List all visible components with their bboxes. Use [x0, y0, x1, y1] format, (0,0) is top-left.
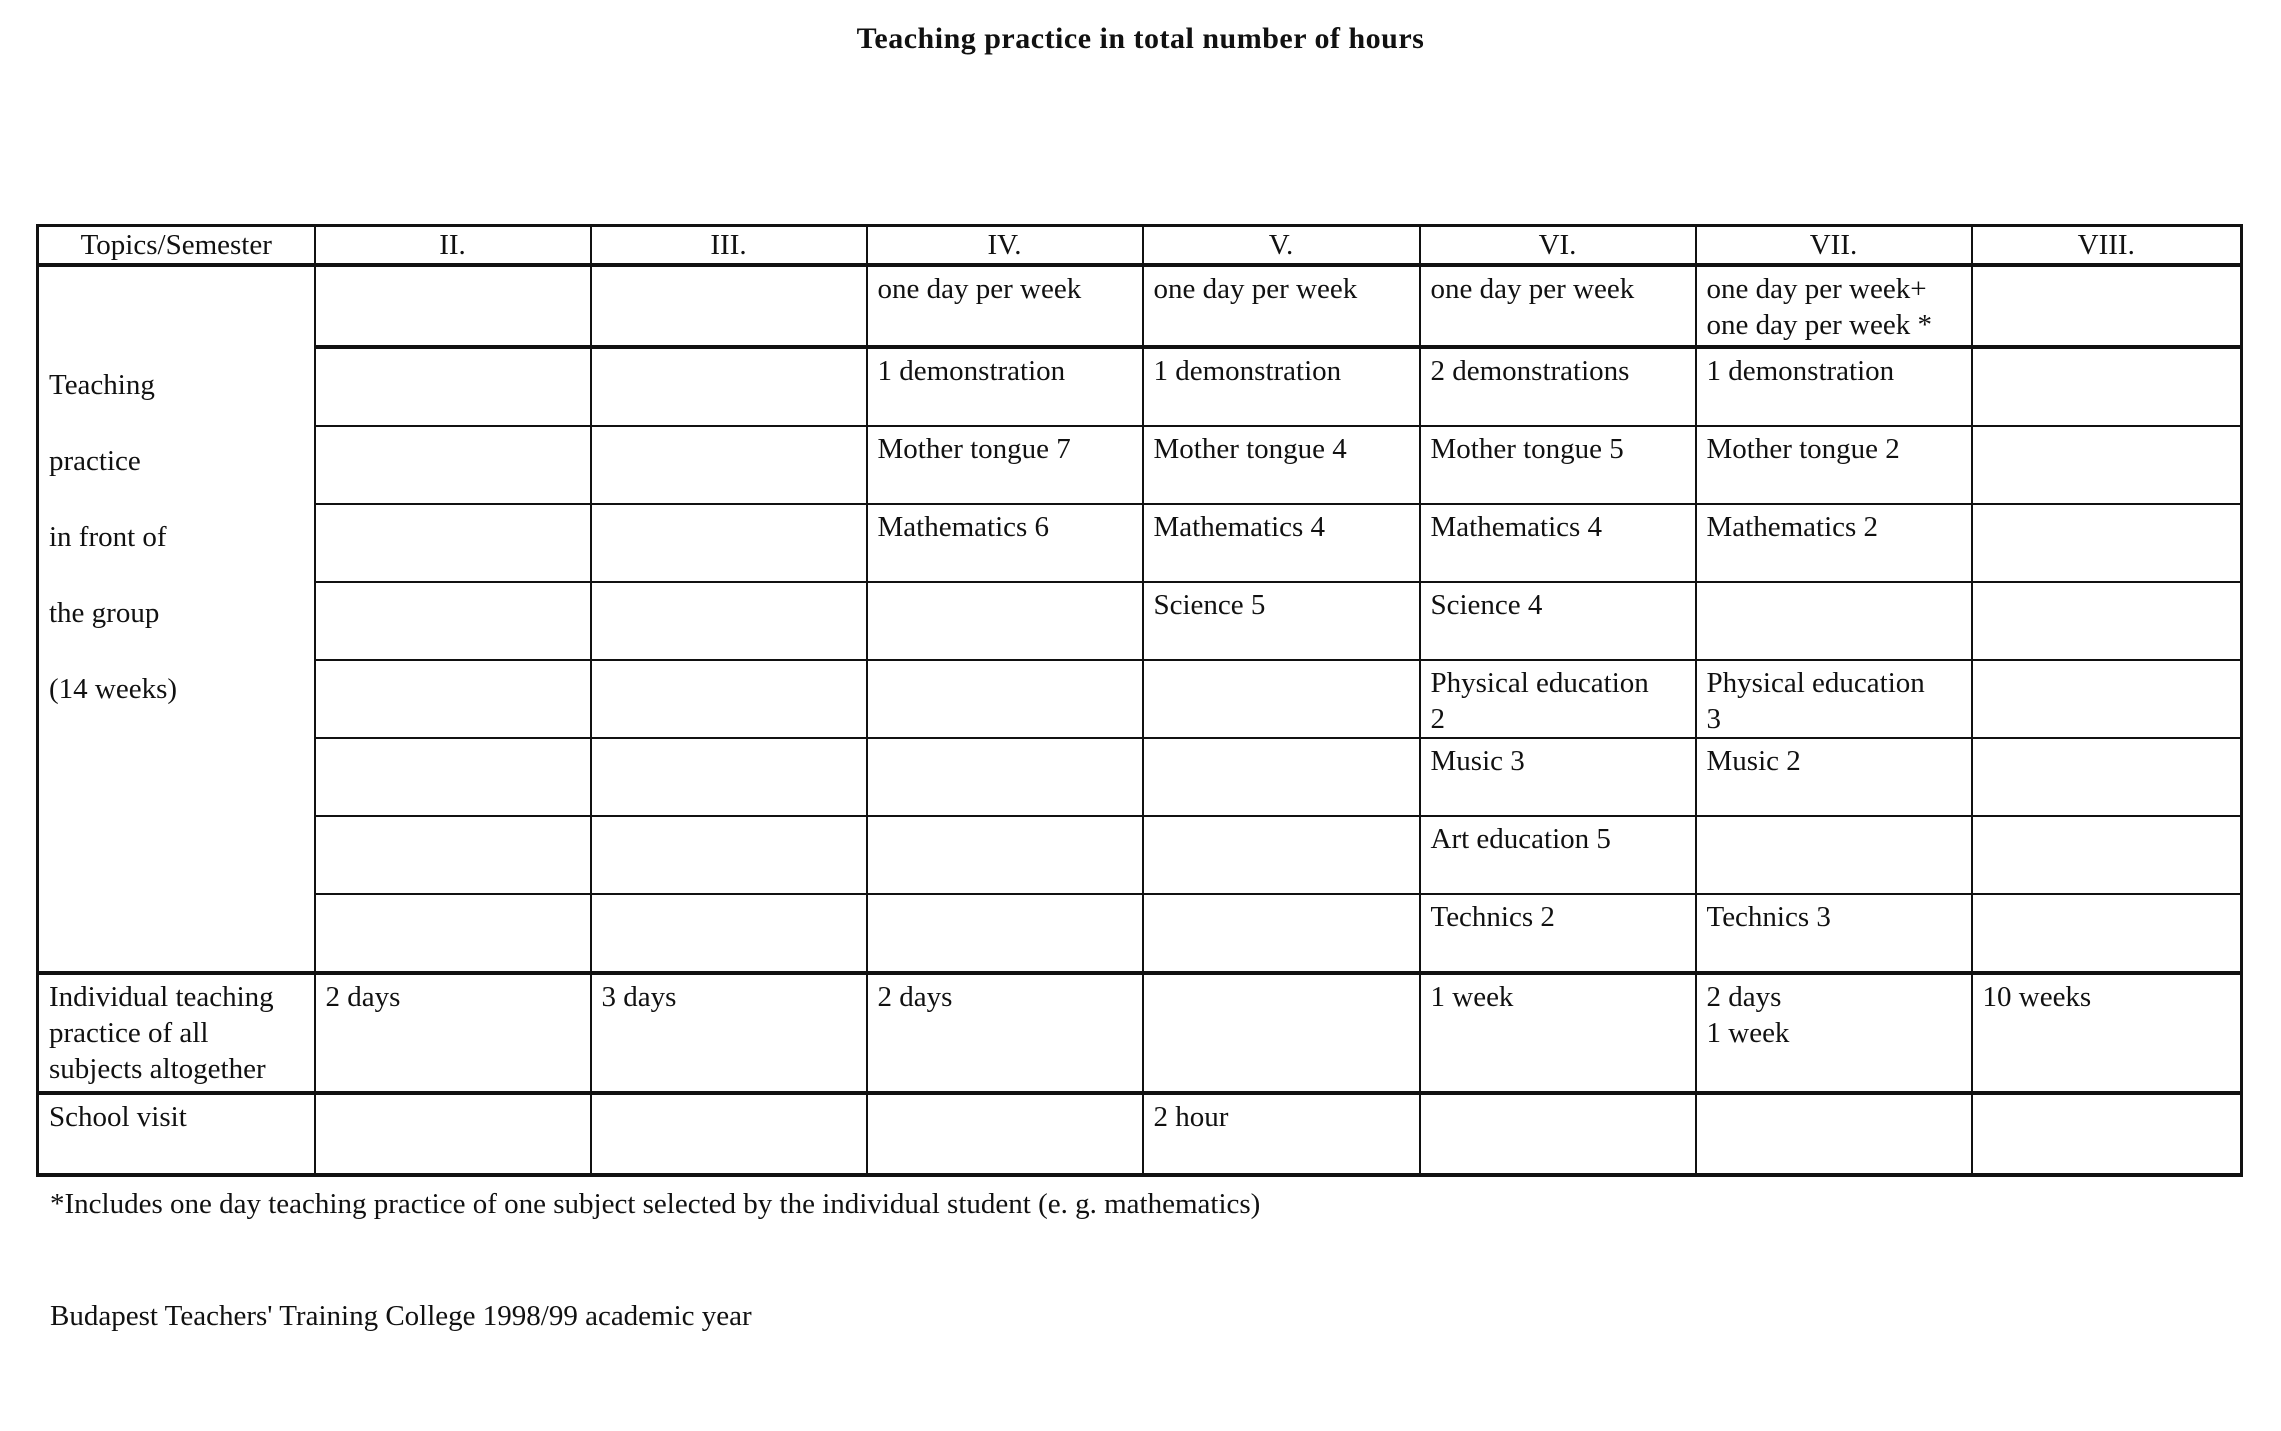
individual-practice-label-line: subjects altogether — [49, 1053, 266, 1085]
table-cell: one day per week — [1420, 265, 1696, 347]
teaching-practice-table — [36, 224, 2243, 1177]
table-cell — [1696, 973, 1972, 1093]
table-cell — [315, 504, 591, 582]
table-cell — [1972, 1093, 2242, 1175]
table-cell: 1 demonstration — [1696, 347, 1972, 426]
table-cell — [591, 347, 867, 426]
table-cell — [1972, 347, 2242, 426]
source-note: Budapest Teachers' Training College 1998/99 academic year — [50, 1300, 752, 1332]
table-cell: 10 weeks — [1972, 973, 2242, 1093]
table-row — [38, 660, 2242, 738]
table-cell — [1972, 426, 2242, 504]
table-cell — [591, 582, 867, 660]
table-row — [38, 347, 2242, 426]
table-cell: Mother tongue 5 — [1420, 426, 1696, 504]
footnote: *Includes one day teaching practice of one subject selected by the individual student (e. g. mathematics) — [50, 1188, 1261, 1220]
table-cell — [1696, 660, 1972, 738]
table-cell — [591, 504, 867, 582]
header-semester-v: V. — [1143, 226, 1420, 266]
table-cell — [591, 660, 867, 738]
table-cell: 2 hour — [1143, 1093, 1420, 1175]
teaching-practice-label-line: in front of — [49, 521, 167, 553]
table-cell — [1420, 660, 1696, 738]
teaching-practice-label-line: practice — [49, 445, 141, 477]
table-cell — [867, 894, 1143, 973]
header-topics-semester: Topics/Semester — [38, 226, 315, 266]
table-cell — [1696, 582, 1972, 660]
table-cell — [591, 816, 867, 894]
table-cell: Mother tongue 7 — [867, 426, 1143, 504]
table-cell — [315, 265, 591, 347]
table-cell — [315, 426, 591, 504]
teaching-practice-label-line: (14 weeks) — [49, 673, 178, 705]
table-cell — [315, 582, 591, 660]
table-cell-line: one day per week * — [1706, 309, 1932, 341]
table-cell — [315, 1093, 591, 1175]
table-row-individual-practice — [38, 973, 2242, 1093]
table-cell — [591, 426, 867, 504]
table-cell — [1972, 738, 2242, 816]
table-cell-line: 2 — [1430, 703, 1445, 735]
table-cell — [1143, 816, 1420, 894]
table-cell: Mathematics 2 — [1696, 504, 1972, 582]
table-cell — [315, 816, 591, 894]
table-row — [38, 426, 2242, 504]
table-cell: 2 days — [867, 973, 1143, 1093]
table-cell: Mother tongue 4 — [1143, 426, 1420, 504]
header-semester-vi: VI. — [1420, 226, 1696, 266]
table-cell: 1 week — [1420, 973, 1696, 1093]
table-cell: 1 demonstration — [1143, 347, 1420, 426]
table-row — [38, 738, 2242, 816]
table-row — [38, 894, 2242, 973]
individual-practice-label — [38, 973, 315, 1093]
table-cell-line: Physical education — [1430, 667, 1649, 699]
teaching-practice-label-line: Teaching — [49, 369, 155, 401]
table-cell — [867, 582, 1143, 660]
table-cell: Science 5 — [1143, 582, 1420, 660]
table-header-row — [38, 226, 2242, 266]
table-cell: Science 4 — [1420, 582, 1696, 660]
table-cell — [867, 738, 1143, 816]
table-cell — [1696, 265, 1972, 347]
table-cell-line: 2 days — [1706, 981, 1782, 1013]
table-cell — [1696, 1093, 1972, 1175]
table-cell: Music 3 — [1420, 738, 1696, 816]
table-cell: one day per week — [1143, 265, 1420, 347]
table-cell: Mathematics 4 — [1420, 504, 1696, 582]
header-semester-iv: IV. — [867, 226, 1143, 266]
table-cell — [1143, 738, 1420, 816]
table-cell — [867, 816, 1143, 894]
table-cell: Mathematics 4 — [1143, 504, 1420, 582]
table-cell: 2 days — [315, 973, 591, 1093]
table-row-frequency — [38, 265, 2242, 347]
school-visit-label: School visit — [38, 1093, 315, 1175]
table-cell — [315, 738, 591, 816]
table-cell — [1420, 1093, 1696, 1175]
table-cell-line: 1 week — [1706, 1017, 1790, 1049]
table-cell — [315, 894, 591, 973]
table-cell — [315, 660, 591, 738]
table-cell: 2 demonstrations — [1420, 347, 1696, 426]
table-cell — [867, 1093, 1143, 1175]
table-cell — [1972, 660, 2242, 738]
table-cell: 1 demonstration — [867, 347, 1143, 426]
table-row — [38, 816, 2242, 894]
table-cell — [1143, 660, 1420, 738]
header-semester-vii: VII. — [1696, 226, 1972, 266]
table-cell — [1972, 504, 2242, 582]
table-cell-line: 3 — [1706, 703, 1721, 735]
table-cell: Music 2 — [1696, 738, 1972, 816]
table-cell-line: Physical education — [1706, 667, 1925, 699]
table-cell — [1696, 816, 1972, 894]
individual-practice-label-line: Individual teaching — [49, 981, 274, 1013]
individual-practice-label-line: practice of all — [49, 1017, 209, 1049]
table-cell: Mathematics 6 — [867, 504, 1143, 582]
document-title: Teaching practice in total number of hours — [856, 22, 1425, 55]
table-cell — [1972, 582, 2242, 660]
table-cell — [867, 660, 1143, 738]
table-cell: Technics 3 — [1696, 894, 1972, 973]
table-cell: Art education 5 — [1420, 816, 1696, 894]
table-cell: one day per week — [867, 265, 1143, 347]
table-cell — [591, 738, 867, 816]
table-cell — [591, 265, 867, 347]
table-cell — [1972, 894, 2242, 973]
table-cell — [591, 894, 867, 973]
header-semester-iii: III. — [591, 226, 867, 266]
table-cell: Technics 2 — [1420, 894, 1696, 973]
table-cell — [591, 1093, 867, 1175]
table-cell — [315, 347, 591, 426]
table-cell — [1143, 973, 1420, 1093]
table-cell — [1972, 265, 2242, 347]
teaching-practice-label — [38, 265, 315, 973]
teaching-practice-label-line: the group — [49, 597, 160, 629]
table-cell — [1972, 816, 2242, 894]
table-cell-line: one day per week+ — [1706, 273, 1927, 305]
table-row — [38, 504, 2242, 582]
header-semester-viii: VIII. — [1972, 226, 2242, 266]
table-cell — [1143, 894, 1420, 973]
header-semester-ii: II. — [315, 226, 591, 266]
table-row — [38, 582, 2242, 660]
table-cell: Mother tongue 2 — [1696, 426, 1972, 504]
table-cell: 3 days — [591, 973, 867, 1093]
table-row-school-visit — [38, 1093, 2242, 1175]
